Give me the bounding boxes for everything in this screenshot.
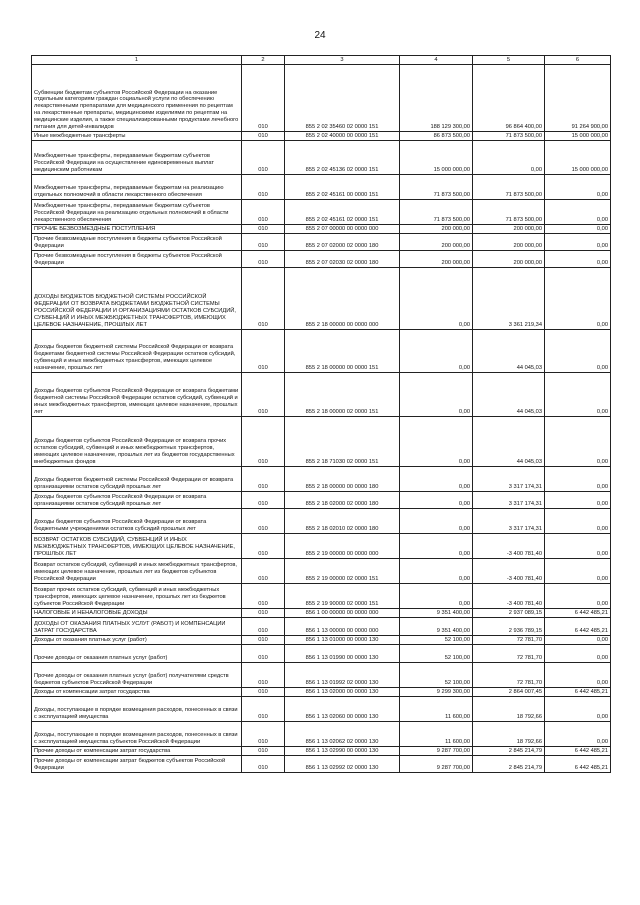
row-value-col4: 0,00	[400, 584, 473, 609]
table-row	[32, 688, 611, 697]
row-value-col4: 9 351 400,00	[400, 609, 473, 618]
row-value-col5: 3 361 219,34	[473, 268, 545, 330]
row-name: Прочие безвозмездные поступления в бюджеты субъектов Российской Федерации	[32, 251, 242, 268]
table-row	[32, 330, 611, 373]
table-row	[32, 175, 611, 200]
table-row	[32, 141, 611, 175]
row-value-col5: -3 400 781,40	[473, 584, 545, 609]
table-row	[32, 492, 611, 509]
row-value-col6: 6 442 485,21	[545, 688, 611, 697]
row-value-col6: 0,00	[545, 234, 611, 251]
row-kbk-code: 856 1 13 01992 02 0000 130	[285, 663, 400, 688]
table-row	[32, 417, 611, 467]
row-code: 010	[242, 175, 285, 200]
row-value-col5: 44 045,03	[473, 330, 545, 373]
row-value-col5: 18 792,66	[473, 697, 545, 722]
row-kbk-code: 855 2 18 00000 02 0000 151	[285, 373, 400, 417]
row-value-col4: 200 000,00	[400, 225, 473, 234]
row-code: 010	[242, 132, 285, 141]
row-kbk-code: 855 2 18 02000 02 0000 180	[285, 492, 400, 509]
row-value-col5: -3 400 781,40	[473, 534, 545, 559]
row-name: Доходы, поступающие в порядке возмещения расходов, понесенных в связи с эксплуатацией имущества	[32, 697, 242, 722]
row-code: 010	[242, 268, 285, 330]
row-code: 010	[242, 509, 285, 534]
table-row	[32, 509, 611, 534]
row-name: Возврат остатков субсидий, субвенций и иных межбюджетных трансфертов, имеющих целевое назначение, прошлых лет из бюджетов субъектов Российской Федерации	[32, 559, 242, 584]
row-value-col4: 188 129 300,00	[400, 65, 473, 132]
row-value-col6: 0,00	[545, 268, 611, 330]
row-name: Возврат прочих остатков субсидий, субвенций и иных межбюджетных трансфертов, имеющих целевое назначение, прошлых лет из бюджетов субъектов Российской Федерации	[32, 584, 242, 609]
row-name: Доходы бюджетов субъектов Российской Федерации от возврата прочих остатков субсидий, субвенций и иных межбюджетных трансфертов, имеющих целевое назначение, прошлых лет из бюджетов государственных внебюджетных фондов	[32, 417, 242, 467]
column-number: 3	[285, 56, 400, 65]
row-kbk-code: 855 2 18 00000 00 0000 151	[285, 330, 400, 373]
row-value-col6: 0,00	[545, 175, 611, 200]
row-value-col6: 0,00	[545, 645, 611, 663]
row-value-col4: 0,00	[400, 268, 473, 330]
row-kbk-code: 855 2 18 02010 02 0000 180	[285, 509, 400, 534]
row-kbk-code: 855 2 19 00000 00 0000 000	[285, 534, 400, 559]
row-value-col4: 0,00	[400, 373, 473, 417]
row-name: НАЛОГОВЫЕ И НЕНАЛОГОВЫЕ ДОХОДЫ	[32, 609, 242, 618]
row-name: Доходы бюджетов субъектов Российской Федерации от возврата организациями остатков субсидий прошлых лет	[32, 492, 242, 509]
row-name: Доходы, поступающие в порядке возмещения расходов, понесенных в связи с эксплуатацией имущества субъектов Российской Федерации	[32, 722, 242, 747]
row-value-col6: 0,00	[545, 330, 611, 373]
row-value-col5: 200 000,00	[473, 234, 545, 251]
row-kbk-code: 855 2 07 02000 02 0000 180	[285, 234, 400, 251]
row-code: 010	[242, 534, 285, 559]
row-value-col4: 0,00	[400, 417, 473, 467]
row-value-col4: 11 600,00	[400, 697, 473, 722]
row-value-col6: 0,00	[545, 722, 611, 747]
row-value-col5: 72 781,70	[473, 663, 545, 688]
table-row	[32, 584, 611, 609]
column-number: 2	[242, 56, 285, 65]
row-value-col6: 0,00	[545, 225, 611, 234]
row-value-col6: 91 264 900,00	[545, 65, 611, 132]
row-kbk-code: 856 1 13 01000 00 0000 130	[285, 636, 400, 645]
row-value-col4: 52 100,00	[400, 636, 473, 645]
row-name: Иные межбюджетные трансферты	[32, 132, 242, 141]
row-code: 010	[242, 618, 285, 636]
table-row	[32, 697, 611, 722]
row-kbk-code: 855 2 02 40000 00 0000 151	[285, 132, 400, 141]
row-value-col4: 15 000 000,00	[400, 141, 473, 175]
row-code: 010	[242, 645, 285, 663]
row-value-col6: 0,00	[545, 663, 611, 688]
row-code: 010	[242, 747, 285, 756]
row-name: Межбюджетные трансферты, передаваемые бюджетам на реализацию отдельных полномочий в области лекарственного обеспечения	[32, 175, 242, 200]
row-value-col5: 71 873 500,00	[473, 175, 545, 200]
row-kbk-code: 856 1 13 02062 02 0000 130	[285, 722, 400, 747]
row-code: 010	[242, 584, 285, 609]
table-row	[32, 373, 611, 417]
row-value-col5: -3 400 781,40	[473, 559, 545, 584]
row-name: Доходы бюджетов субъектов Российской Федерации от возврата бюджетами бюджетной системы Российской Федерации остатков субсидий, субвенций и иных межбюджетных трансфертов, имеющих целевое назначение, прошлых лет	[32, 373, 242, 417]
row-value-col6: 6 442 485,21	[545, 609, 611, 618]
row-value-col5: 18 792,66	[473, 722, 545, 747]
row-kbk-code: 856 1 13 02992 02 0000 130	[285, 756, 400, 773]
row-name: ВОЗВРАТ ОСТАТКОВ СУБСИДИЙ, СУБВЕНЦИЙ И ИНЫХ МЕЖБЮДЖЕТНЫХ ТРАНСФЕРТОВ, ИМЕЮЩИХ ЦЕЛЕВОЕ НАЗНАЧЕНИЕ, ПРОШЛЫХ ЛЕТ	[32, 534, 242, 559]
row-value-col6: 0,00	[545, 200, 611, 225]
row-kbk-code: 855 2 02 45161 00 0000 151	[285, 175, 400, 200]
table-row	[32, 756, 611, 773]
table-row	[32, 722, 611, 747]
row-kbk-code: 855 2 07 00000 00 0000 000	[285, 225, 400, 234]
row-value-col4: 0,00	[400, 534, 473, 559]
row-value-col4: 11 600,00	[400, 722, 473, 747]
row-kbk-code: 855 2 19 00000 02 0000 151	[285, 559, 400, 584]
row-kbk-code: 856 1 00 00000 00 0000 000	[285, 609, 400, 618]
row-code: 010	[242, 492, 285, 509]
column-number: 1	[32, 56, 242, 65]
row-code: 010	[242, 697, 285, 722]
row-value-col6: 6 442 485,21	[545, 756, 611, 773]
column-number-row	[32, 56, 611, 65]
row-kbk-code: 855 2 02 35460 02 0000 151	[285, 65, 400, 132]
row-value-col5: 72 781,70	[473, 636, 545, 645]
row-code: 010	[242, 417, 285, 467]
row-kbk-code: 855 2 18 00000 00 0000 000	[285, 268, 400, 330]
row-value-col6: 0,00	[545, 492, 611, 509]
row-code: 010	[242, 65, 285, 132]
table-row	[32, 609, 611, 618]
row-code: 010	[242, 225, 285, 234]
row-kbk-code: 855 2 19 90000 02 0000 151	[285, 584, 400, 609]
row-value-col6: 6 442 485,21	[545, 618, 611, 636]
row-kbk-code: 856 1 13 01990 00 0000 130	[285, 645, 400, 663]
row-name: Прочие доходы от компенсации затрат бюджетов субъектов Российской Федерации	[32, 756, 242, 773]
row-value-col4: 71 873 500,00	[400, 200, 473, 225]
row-value-col4: 0,00	[400, 509, 473, 534]
table-row	[32, 747, 611, 756]
row-value-col4: 52 100,00	[400, 663, 473, 688]
row-value-col5: 3 317 174,31	[473, 509, 545, 534]
row-code: 010	[242, 141, 285, 175]
row-value-col6: 0,00	[545, 697, 611, 722]
row-value-col4: 9 287 700,00	[400, 747, 473, 756]
row-value-col4: 200 000,00	[400, 234, 473, 251]
row-value-col5: 2 845 214,79	[473, 756, 545, 773]
table-row	[32, 559, 611, 584]
row-value-col6: 0,00	[545, 534, 611, 559]
row-name: Доходы бюджетов бюджетной системы Российской Федерации от возврата бюджетами бюджетной системы Российской Федерации остатков субсидий, субвенций и иных межбюджетных трансфертов, имеющих целевое назначение, прошлых лет	[32, 330, 242, 373]
column-number: 6	[545, 56, 611, 65]
row-kbk-code: 856 1 13 02990 00 0000 130	[285, 747, 400, 756]
row-value-col5: 3 317 174,31	[473, 467, 545, 492]
row-kbk-code: 856 1 13 00000 00 0000 000	[285, 618, 400, 636]
table-row	[32, 132, 611, 141]
row-kbk-code: 855 2 18 00000 00 0000 180	[285, 467, 400, 492]
row-value-col5: 2 937 089,15	[473, 609, 545, 618]
row-value-col5: 2 864 007,45	[473, 688, 545, 697]
row-name: Субвенции бюджетам субъектов Российской Федерации на оказание отдельным категориям граждан социальной услуги по обеспечению лекарственными препаратами для медицинского применения по рецептам на лекарственные препараты, медицинскими изделиями по рецептам на медицинские изделия, а также специализированными продуктами лечебного питания для детей-инвалидов	[32, 65, 242, 132]
table-row	[32, 234, 611, 251]
row-code: 010	[242, 200, 285, 225]
row-value-col5: 71 873 500,00	[473, 200, 545, 225]
row-value-col5: 71 873 500,00	[473, 132, 545, 141]
row-code: 010	[242, 251, 285, 268]
row-value-col5: 44 045,03	[473, 417, 545, 467]
column-number: 4	[400, 56, 473, 65]
table-row	[32, 618, 611, 636]
row-code: 010	[242, 234, 285, 251]
row-name: Прочие безвозмездные поступления в бюджеты субъектов Российской Федерации	[32, 234, 242, 251]
row-kbk-code: 855 2 02 45136 02 0000 151	[285, 141, 400, 175]
row-name: Доходы бюджетов субъектов Российской Федерации от возврата бюджетными учреждениями остатков субсидий прошлых лет	[32, 509, 242, 534]
row-value-col5: 96 864 400,00	[473, 65, 545, 132]
table-row	[32, 251, 611, 268]
table-row	[32, 663, 611, 688]
row-name: Прочие доходы от оказания платных услуг (работ) получателями средств бюджетов субъектов Российской Федерации	[32, 663, 242, 688]
row-value-col4: 9 287 700,00	[400, 756, 473, 773]
row-code: 010	[242, 373, 285, 417]
row-value-col6: 0,00	[545, 373, 611, 417]
row-value-col4: 71 873 500,00	[400, 175, 473, 200]
row-value-col6: 15 000 000,00	[545, 141, 611, 175]
row-value-col6: 6 442 485,21	[545, 747, 611, 756]
row-name: ДОХОДЫ ОТ ОКАЗАНИЯ ПЛАТНЫХ УСЛУГ (РАБОТ) И КОМПЕНСАЦИИ ЗАТРАТ ГОСУДАРСТВА	[32, 618, 242, 636]
row-value-col6: 0,00	[545, 584, 611, 609]
row-value-col5: 72 781,70	[473, 645, 545, 663]
row-value-col5: 2 845 214,79	[473, 747, 545, 756]
row-kbk-code: 856 1 13 02060 00 0000 130	[285, 697, 400, 722]
table-row	[32, 65, 611, 132]
row-value-col4: 86 873 500,00	[400, 132, 473, 141]
row-value-col6: 15 000 000,00	[545, 132, 611, 141]
row-value-col5: 200 000,00	[473, 225, 545, 234]
row-code: 010	[242, 330, 285, 373]
row-name: Доходы бюджетов бюджетной системы Российской Федерации от возврата организациями остатков субсидий прошлых лет	[32, 467, 242, 492]
page-number: 24	[314, 30, 326, 41]
column-number: 5	[473, 56, 545, 65]
table-row	[32, 645, 611, 663]
table-row	[32, 636, 611, 645]
table-row	[32, 225, 611, 234]
row-kbk-code: 855 2 07 02030 02 0000 180	[285, 251, 400, 268]
row-name: ПРОЧИЕ БЕЗВОЗМЕЗДНЫЕ ПОСТУПЛЕНИЯ	[32, 225, 242, 234]
row-name: ДОХОДЫ БЮДЖЕТОВ БЮДЖЕТНОЙ СИСТЕМЫ РОССИЙСКОЙ ФЕДЕРАЦИИ ОТ ВОЗВРАТА БЮДЖЕТАМИ БЮДЖЕТНОЙ СИСТЕМЫ РОССИЙСКОЙ ФЕДЕРАЦИИ И ОРГАНИЗАЦИЯМИ ОСТАТКОВ СУБСИДИЙ, СУБВЕНЦИЙ И ИНЫХ МЕЖБЮДЖЕТНЫХ ТРАНСФЕРТОВ, ИМЕЮЩИХ ЦЕЛЕВОЕ НАЗНАЧЕНИЕ, ПРОШЛЫХ ЛЕТ	[32, 268, 242, 330]
row-value-col5: 3 317 174,31	[473, 492, 545, 509]
row-value-col5: 200 000,00	[473, 251, 545, 268]
row-code: 010	[242, 756, 285, 773]
row-code: 010	[242, 559, 285, 584]
row-value-col4: 200 000,00	[400, 251, 473, 268]
row-code: 010	[242, 688, 285, 697]
row-value-col6: 0,00	[545, 559, 611, 584]
row-value-col4: 9 299 300,00	[400, 688, 473, 697]
row-name: Доходы от компенсации затрат государства	[32, 688, 242, 697]
row-value-col6: 0,00	[545, 251, 611, 268]
row-value-col5: 2 936 789,15	[473, 618, 545, 636]
row-value-col5: 44 045,03	[473, 373, 545, 417]
row-value-col6: 0,00	[545, 636, 611, 645]
row-value-col4: 0,00	[400, 330, 473, 373]
row-value-col4: 52 100,00	[400, 645, 473, 663]
row-name: Доходы от оказания платных услуг (работ)	[32, 636, 242, 645]
row-kbk-code: 855 2 02 45161 02 0000 151	[285, 200, 400, 225]
row-code: 010	[242, 467, 285, 492]
row-code: 010	[242, 722, 285, 747]
table-row	[32, 200, 611, 225]
table-row	[32, 268, 611, 330]
row-name: Межбюджетные трансферты, передаваемые бюджетам субъектов Российской Федерации на реализацию отдельных полномочий в области лекарственного обеспечения	[32, 200, 242, 225]
row-name: Прочие доходы от оказания платных услуг (работ)	[32, 645, 242, 663]
row-kbk-code: 855 2 18 71030 02 0000 151	[285, 417, 400, 467]
row-value-col4: 0,00	[400, 492, 473, 509]
row-value-col4: 0,00	[400, 559, 473, 584]
revenue-table	[31, 55, 611, 773]
row-value-col5: 0,00	[473, 141, 545, 175]
row-code: 010	[242, 636, 285, 645]
row-value-col4: 0,00	[400, 467, 473, 492]
row-value-col4: 9 351 400,00	[400, 618, 473, 636]
row-name: Прочие доходы от компенсации затрат государства	[32, 747, 242, 756]
row-value-col6: 0,00	[545, 467, 611, 492]
row-value-col6: 0,00	[545, 509, 611, 534]
row-code: 010	[242, 663, 285, 688]
row-kbk-code: 856 1 13 02000 00 0000 130	[285, 688, 400, 697]
table-row	[32, 534, 611, 559]
row-value-col6: 0,00	[545, 417, 611, 467]
table-row	[32, 467, 611, 492]
row-name: Межбюджетные трансферты, передаваемые бюджетам субъектов Российской Федерации на осуществление единовременных выплат медицинским работникам	[32, 141, 242, 175]
row-code: 010	[242, 609, 285, 618]
